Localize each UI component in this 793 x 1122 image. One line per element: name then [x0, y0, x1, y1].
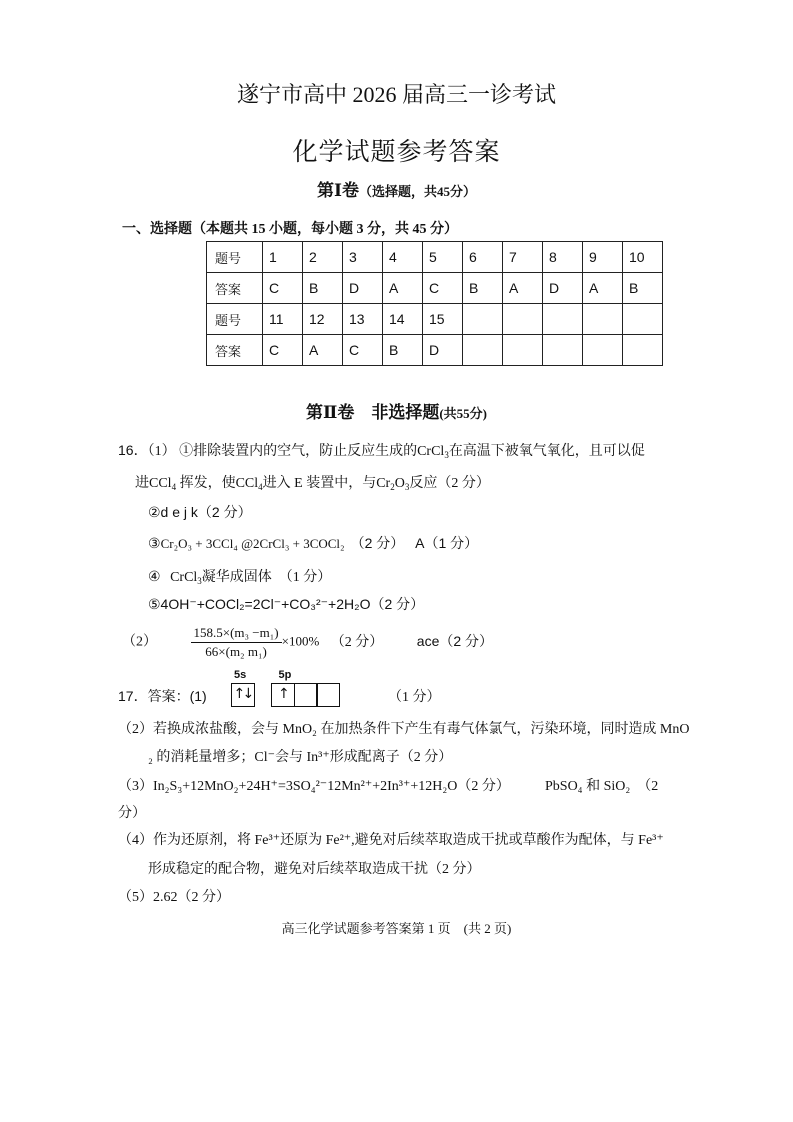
q16-part2-tag: （2）: [122, 634, 157, 650]
formula-subscript: 3: [404, 482, 410, 492]
table-row: [207, 335, 663, 366]
row-label-question: 题号: [207, 242, 263, 273]
formula-subscript: 2: [390, 482, 395, 492]
answer-cell: [583, 335, 623, 366]
part1-title-text: 第Ⅰ卷: [317, 181, 359, 200]
fraction-denominator: 66×(m₂ m₁): [205, 644, 267, 659]
q16-line7: [122, 625, 493, 660]
part1-title: [0, 176, 793, 201]
orbital-box: [316, 683, 340, 707]
formula-cr2o3: O: [394, 476, 405, 491]
answer-cell: C: [263, 335, 303, 366]
question-number: [503, 304, 543, 335]
q16-text: （2 分） A（1 分）: [350, 535, 479, 551]
q16-number: 16．: [118, 442, 148, 458]
answer-cell: D: [343, 273, 383, 304]
formula-ccl4: CCl: [149, 476, 172, 491]
formula-subscript: 3: [444, 450, 449, 460]
orbital-box: [271, 683, 295, 707]
orbital-diagram: [232, 669, 340, 707]
orbital-label: 5s: [234, 669, 247, 681]
q17-score1: （1 分）: [388, 690, 441, 705]
answer-cell: [503, 335, 543, 366]
q17-number: 17．答案：(1): [118, 688, 207, 704]
answer-table: [206, 241, 663, 366]
answer-cell: B: [303, 273, 343, 304]
question-number: 6: [463, 242, 503, 273]
answer-cell: A: [503, 273, 543, 304]
q16-text: 凝华成固体 （1 分）: [201, 570, 332, 585]
answer-cell: C: [423, 273, 463, 304]
q16-text: 进入 E 装置中，与: [262, 476, 377, 491]
orbital-5p: [273, 669, 341, 707]
table-row: [207, 304, 663, 335]
formula-ccl4: CCl: [235, 476, 259, 491]
q17-line4: （3）In₂S₃+12MnO₂+24H⁺=3SO₄²⁻12Mn²⁺+2In³⁺+12H₂O（2 分）: [118, 779, 510, 794]
q16-line1: [118, 440, 645, 460]
part2-note: (共55分): [439, 406, 487, 421]
question-number: 2: [303, 242, 343, 273]
reaction-equation: Cr₂O₃ + 3CCl₄ @2CrCl₃ + 3COCl₂: [160, 536, 345, 551]
question-number: 4: [383, 242, 423, 273]
question-number: 1: [263, 242, 303, 273]
part2-title: [0, 398, 793, 423]
answer-cell: A: [383, 273, 423, 304]
question-number: 10: [623, 242, 663, 273]
question-number: 7: [503, 242, 543, 273]
table-row: [207, 242, 663, 273]
table-row: [207, 273, 663, 304]
up-arrow-icon: ↑: [233, 686, 246, 702]
question-number: [583, 304, 623, 335]
answer-cell: A: [583, 273, 623, 304]
percent-factor: ×100%: [281, 633, 320, 649]
q16-text: （2 分）: [330, 634, 384, 650]
answer-cell: B: [623, 273, 663, 304]
question-number: [463, 304, 503, 335]
question-number: 9: [583, 242, 623, 273]
answer-cell: [543, 335, 583, 366]
formula-subscript: 4: [171, 482, 177, 492]
q17-line2: （2）若换成浓盐酸，会与 MnO₂ 在加热条件下产生有毒气体氯气，污染环境，同时造成 MnO: [118, 722, 690, 737]
q16-text: ①排除装置内的空气，防止反应生成的: [179, 444, 418, 459]
q16-text: 挥发，使: [179, 476, 236, 491]
q16-text: 反应（2 分）: [409, 476, 490, 491]
formula-crcl3: CrCl: [170, 570, 198, 585]
q17-line3: ₂ 的消耗量增多；Cl⁻会与 In³⁺形成配离子（2 分）: [148, 750, 453, 765]
orbital-label: 5p: [278, 669, 292, 681]
up-arrow-icon: ↑: [278, 686, 290, 702]
question-number: 11: [263, 304, 303, 335]
question-number: [543, 304, 583, 335]
row-label-answer: 答案: [207, 335, 263, 366]
q16-line6: ⑤4OH⁻+COCl₂=2Cl⁻+CO₃²⁻+2H₂O（2 分）: [148, 596, 425, 612]
question-number: 3: [343, 242, 383, 273]
page-footer: 高三化学试题参考答案第 1 页 (共 2 页): [281, 921, 512, 936]
q16-text: 进: [135, 476, 149, 491]
row-label-answer: 答案: [207, 273, 263, 304]
q16-line2: [135, 472, 490, 492]
part1-note: （选择题，共45分）: [358, 184, 476, 199]
formula-crcl3: CrCl: [417, 444, 445, 459]
question-number: 14: [383, 304, 423, 335]
formula-cr2o3: Cr: [376, 476, 391, 491]
question-number: 12: [303, 304, 343, 335]
q16-text: 在高温下被氧气氧化，且可以促: [448, 444, 645, 459]
fraction-numerator: 158.5×(m₃ −m₁): [191, 625, 282, 643]
q16-part1-tag: （1）: [147, 444, 176, 459]
answer-cell: D: [543, 273, 583, 304]
answer-cell: B: [463, 273, 503, 304]
answer-cell: C: [263, 273, 303, 304]
formula-subscript: 4: [258, 482, 263, 492]
answer-cell: C: [343, 335, 383, 366]
question-number: 5: [423, 242, 463, 273]
q16-text: ace（2 分）: [416, 632, 494, 649]
section1-heading: 一、选择题（本题共 15 小题，每小题 3 分，共 45 分）: [122, 222, 458, 237]
part2-title-text: 第Ⅱ卷 非选择题: [306, 403, 440, 422]
mass-fraction: [191, 625, 282, 660]
answer-cell: [463, 335, 503, 366]
answer-cell: [623, 335, 663, 366]
q16-text: ④: [148, 570, 161, 585]
doc-title: 化学试题参考答案: [292, 139, 501, 166]
question-number: [623, 304, 663, 335]
answer-cell: B: [383, 335, 423, 366]
down-arrow-icon: ↓: [242, 686, 255, 702]
formula-subscript: 3: [197, 576, 202, 586]
answer-cell: A: [303, 335, 343, 366]
q17-line8: （5）2.62（2 分）: [118, 890, 230, 905]
question-number: 8: [543, 242, 583, 273]
q17-line6: （4）作为还原剂，将 Fe³⁺还原为 Fe²⁺,避免对后续萃取造成干扰或草酸作为配体，与 Fe³⁺: [118, 833, 664, 848]
answer-cell: D: [423, 335, 463, 366]
q17-line4b: PbSO₄ 和 SiO₂ （2: [545, 779, 659, 794]
q16-text: ③: [148, 537, 161, 552]
q17-line7: 形成稳定的配合物，避免对后续萃取造成干扰（2 分）: [148, 862, 481, 877]
question-number: 15: [423, 304, 463, 335]
q17-line5: 分）: [118, 806, 146, 821]
q16-line4: [148, 533, 478, 553]
row-label-question: 题号: [207, 304, 263, 335]
orbital-box: [231, 683, 255, 707]
exam-title: 遂宁市高中 2026 届高三一诊考试: [236, 82, 556, 107]
q17-line1: [118, 686, 207, 706]
question-number: 13: [343, 304, 383, 335]
q16-line5: [148, 566, 331, 586]
q16-line3: ②d e j k（2 分）: [148, 504, 252, 520]
orbital-box: [294, 683, 318, 707]
orbital-5s: [232, 669, 255, 707]
